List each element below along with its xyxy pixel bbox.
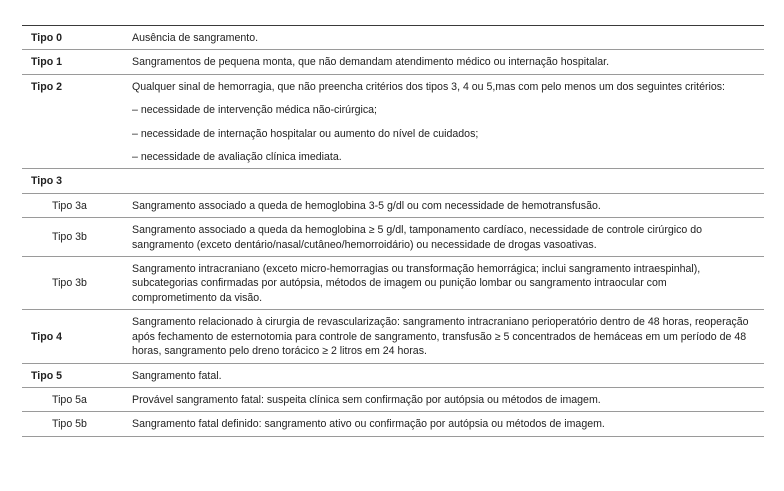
criteria-intro: Qualquer sinal de hemorragia, que não preencha critérios dos tipos 3, 4 ou 5,mas com pelo menos um dos seguintes critérios: (132, 80, 725, 93)
subtype-label: Tipo 3b (22, 257, 123, 310)
subtype-label: Tipo 3a (22, 193, 123, 217)
table-row (22, 218, 764, 257)
type-description: Provável sangramento fatal: suspeita clínica sem confirmação por autópsia ou métodos de imagem. (123, 387, 764, 411)
type-description (123, 169, 764, 193)
criteria-item: – necessidade de intervenção médica não-cirúrgica; (132, 104, 377, 117)
table-row (22, 169, 764, 193)
type-description: Sangramento relacionado à cirurgia de revascularização: sangramento intracraniano perioperatório dentro de 48 horas, reoperação após fechamento de esternotomia para controle de sangramento, transfusão ≥ 5 concentrados de hemáceas em um período de 48 horas, sangramento pelo dreno torácico ≥ 2 litros em 24 horas. (123, 310, 764, 363)
table-row (22, 310, 764, 363)
type-description (123, 74, 764, 169)
subtype-label: Tipo 5b (22, 412, 123, 436)
table-row (22, 193, 764, 217)
table-row (22, 257, 764, 310)
type-description: Sangramentos de pequena monta, que não demandam atendimento médico ou internação hospitalar. (123, 50, 764, 74)
type-label: Tipo 2 (22, 74, 123, 169)
table-row (22, 387, 764, 411)
type-description: Sangramento fatal. (123, 363, 764, 387)
type-label: Tipo 1 (22, 50, 123, 74)
type-label: Tipo 0 (22, 26, 123, 50)
table-row (22, 74, 764, 169)
table-row (22, 26, 764, 50)
criteria-item: – necessidade de avaliação clínica imediata. (132, 151, 342, 164)
type-description: Sangramento associado a queda da hemoglobina ≥ 5 g/dl, tamponamento cardíaco, necessidade de controle cirúrgico do sangramento (exceto dentário/nasal/cutâneo/hemorroidário) ou necessidade de drogas vasoativas. (123, 218, 764, 257)
subtype-label: Tipo 3b (22, 218, 123, 257)
table-row (22, 412, 764, 436)
type-label: Tipo 4 (22, 310, 123, 363)
table-row (22, 50, 764, 74)
type-label: Tipo 5 (22, 363, 123, 387)
table-row (22, 363, 764, 387)
type-description: Sangramento intracraniano (exceto micro-hemorragias ou transformação hemorrágica; inclui sangramento intraespinhal), subcategorias confirmadas por autópsia, métodos de imagem ou punição lombar ou sangramento intraocular com comprometimento da visão. (123, 257, 764, 310)
criteria-item: – necessidade de internação hospitalar ou aumento do nível de cuidados; (132, 127, 479, 140)
type-description: Ausência de sangramento. (123, 26, 764, 50)
type-description: Sangramento associado a queda de hemoglobina 3-5 g/dl ou com necessidade de hemotransfusão. (123, 193, 764, 217)
bleeding-classification-table (22, 25, 764, 437)
subtype-label: Tipo 5a (22, 387, 123, 411)
type-description: Sangramento fatal definido: sangramento ativo ou confirmação por autópsia ou métodos de imagem. (123, 412, 764, 436)
type-label: Tipo 3 (22, 169, 123, 193)
